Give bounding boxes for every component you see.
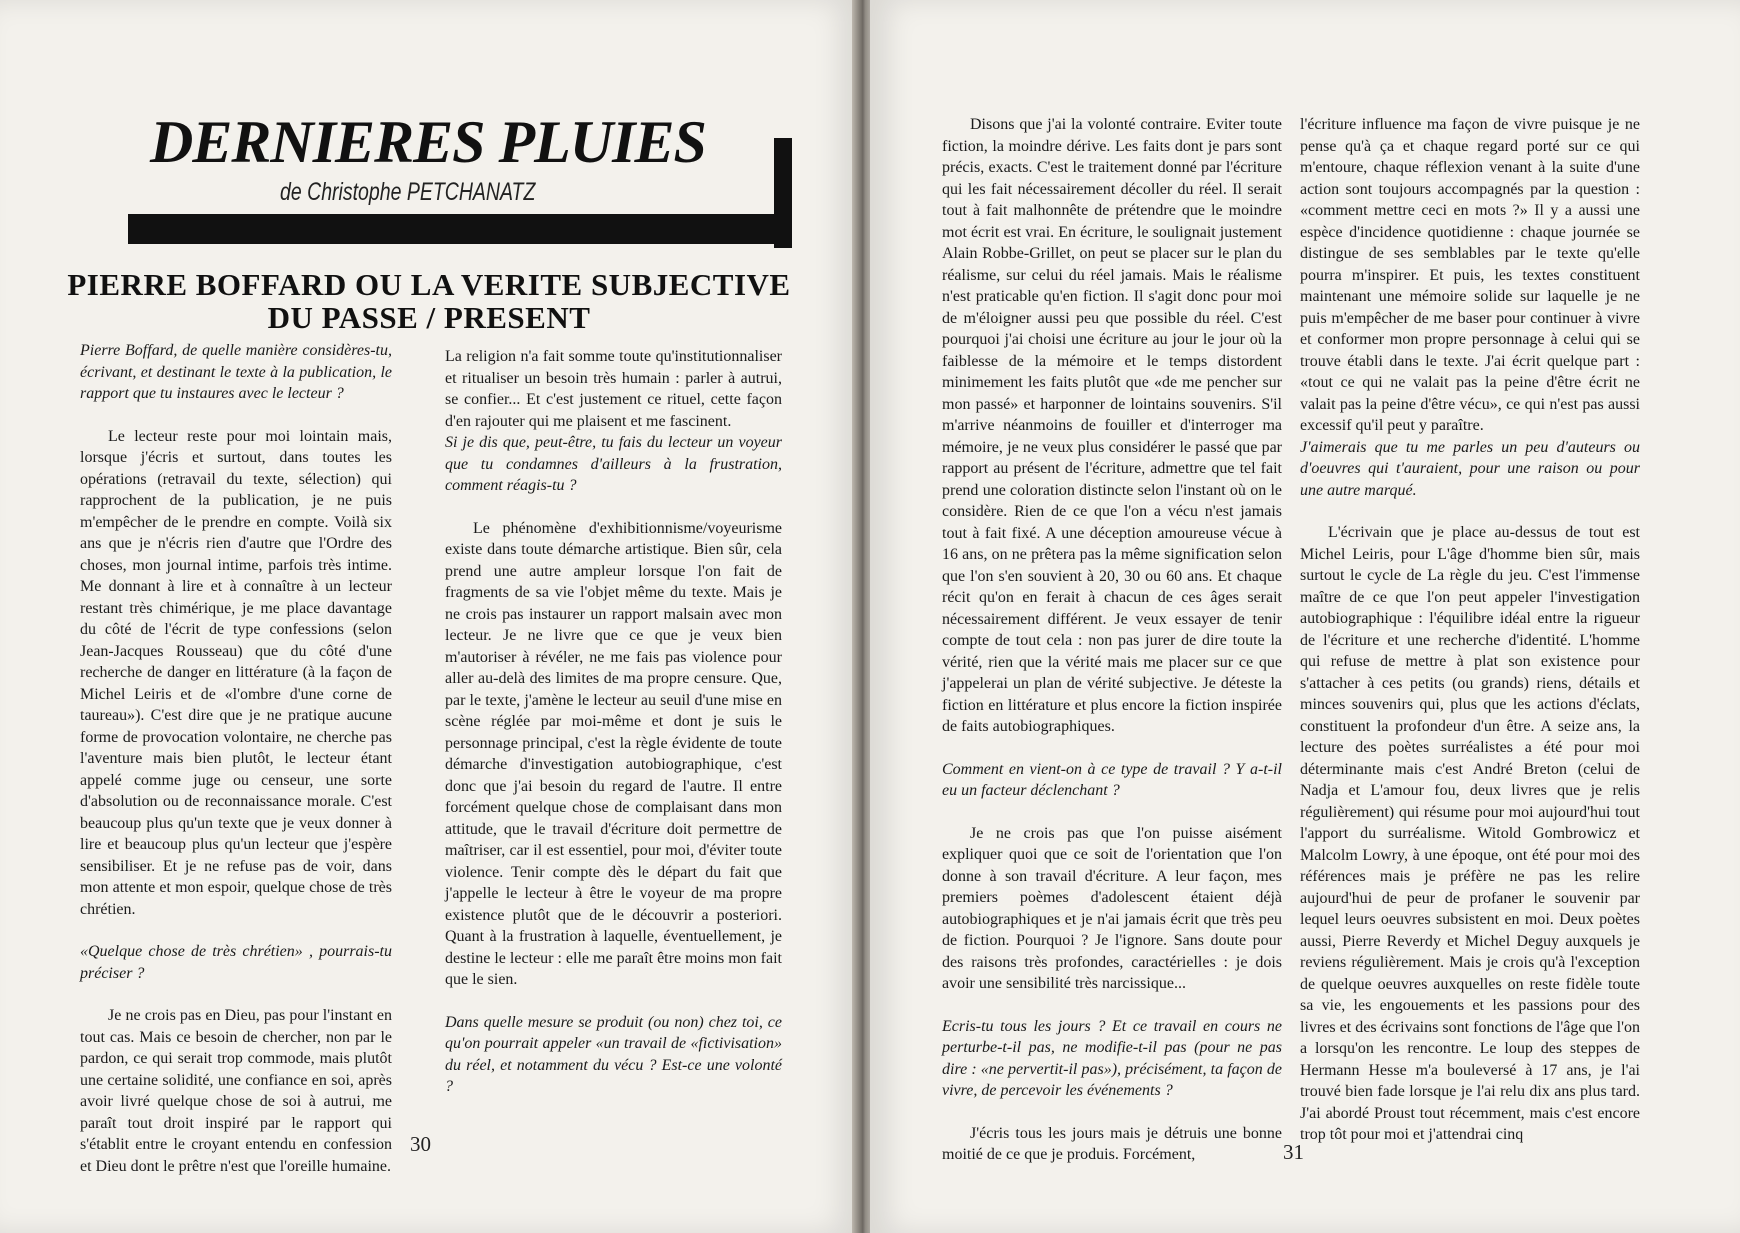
subtitle-line-2: DU PASSE / PRESENT — [267, 300, 591, 335]
title-frame-vertical-bar — [774, 138, 792, 248]
page-number-right: 31 — [1283, 1140, 1304, 1164]
interview-answer: Disons que j'ai la volonté contraire. Eviter toute fiction, la moindre dérive. Les faits dont je pars sont précis, exacts. C'est le traitement donné par l'écriture qui les fait nécessairement décoller du réel. Il serait tout à fait malhonnête de prétendre que le moindre mot écrit est vrai. En écriture, le soulignait justement Alain Robbe-Grillet, on peut se placer sur le plan du réalisme, sur celui du réel jamais. Mais le réalisme n'est praticable qu'en fiction. Il s'agit donc pour moi de m'éloigner aussi peu que possible du réel. C'est pourquoi j'ai choisi une écriture au jour le jour où la faiblesse de la mémoire et le temps distordent minimement les faits plutôt que «de me pencher sur mon passé» et harponner de lointains souvenirs. S'il m'arrive néanmoins de fouiller et d'interroger ma mémoire, je ne veux plus considérer le passé que par rapport au présent de l'écriture, admettre que tel fait prend une coloration distincte selon l'instant où on le considère. Rien de ce que l'on a vécu n'est jamais tout à fait fixé. A une déception amoureuse vécue à 16 ans, on ne prêtera pas la même signification selon que l'on s'en souvient à 20, 30 ou 60 ans. Et chaque récit qu'on en ferait à chacun de ces âges serait nécessairement différent. Je veux essayer de tenir compte de tout cela : non pas jurer de dire toute la vérité, rien que la vérité mais me placer sur ce que j'appelerai un plan de vérité subjective. Je déteste la fiction en littérature et plus encore la fiction inspirée de faits autobiographiques. — [942, 116, 1282, 735]
interview-question: Si je dis que, peut-être, tu fais du lecteur un voyeur que tu condamnes d'ailleurs à la frustration, comment réagis-tu ? — [445, 434, 782, 494]
interview-answer: Je ne crois pas que l'on puisse aisément expliquer quoi que ce soit de l'orientation que l'on donne à son travail d'écriture. A leur façon, mes premiers poèmes d'adolescent étaient déjà autobiographiques et je n'ai jamais écrit que très peu de fiction. Pourquoi ? Je l'ignore. Sans doute pour des raisons très profondes, caractérielles : je dois avoir une sensibilité très narcissique... — [942, 824, 1282, 992]
byline: de Christophe PETCHANATZ — [280, 178, 536, 206]
interview-answer: Le phénomène d'exhibitionnisme/voyeurisme existe dans toute démarche artistique. Bien sûr, cela prend une autre ampleur lorsque l'on fait de fragments de sa vie l'objet même du texte. Mais je ne crois pas instaurer un rapport malsain avec mon lecteur. Je ne livre que ce que je veux bien m'autoriser à révéler, ne me fais pas violence pour aller au-delà des limites de ma propre censure. Que, par le texte, j'amène le lecteur au seuil d'une mise en scène réglée par moi-même et dont je suis le personnage principal, c'est la règle évidente de toute démarche d'investigation autobiographique, c'est donc que j'ai besoin du regard de l'autre. Il entre forcément quelque chose de complaisant dans mon attitude, que le travail d'écriture doit permettre de maîtriser, car il est essentiel, pour moi, d'éviter toute violence. Tenir compte dès le départ du fait que j'appelle le lecteur à être le voyeur de ma propre existence plutôt que de le découvrir a posteriori. Quant à la frustration à laquelle, éventuellement, je destine le lecteur : elle me paraît être moins mon fait que le sien. — [445, 519, 782, 988]
left-page — [0, 0, 858, 1233]
interview-answer: La religion n'a fait somme toute qu'institutionnaliser et ritualiser un besoin très humain : parler à autrui, se confier... Et c'est justement ce rituel, cette façon d'en rajouter qui me plaisent et me fascinent. — [445, 348, 782, 430]
interview-answer: l'écriture influence ma façon de vivre puisque je ne pense qu'à ça et chaque regard porté sur ce qui m'entoure, chaque réflexion venant à la suite d'une action sont toujours accompagnés par la question : «comment mettre ceci en mots ?» Il y a aussi une espèce d'incidence quotidienne : chaque journée se distingue de ses semblables par le texte qu'elle pourra m'inspirer. Et puis, les textes constituent maintenant une mémoire solide sur laquelle je ne puis m'empêcher de me baser pour continuer à vivre et conformer mon propre personnage à celui qui se trouve établi dans le texte. J'ai écrit quelque part : «tout ce qui ne valait pas la peine d'être écrit ne valait pas la peine d'être vécu», ce qui n'est pas aussi excessif qu'il peut y paraître. — [1300, 116, 1640, 434]
interview-question: «Quelque chose de très chrétien» , pourrais-tu préciser ? — [80, 943, 392, 982]
interview-question: Ecris-tu tous les jours ? Et ce travail en cours ne perturbe-t-il pas, ne modifie-t-il pas (pour ne pas dire : «ne pervertit-il pas»), précisément, ta façon de vivre, de percevoir les événements ? — [942, 1017, 1282, 1099]
article-subtitle — [0, 268, 858, 334]
interview-question: Comment en vient-on à ce type de travail ? Y a-t-il eu un facteur déclenchant ? — [942, 760, 1282, 799]
page-number-left: 30 — [410, 1132, 431, 1156]
right-page — [870, 0, 1740, 1233]
interview-answer: L'écrivain que je place au-dessus de tout est Michel Leiris, pour L'âge d'homme bien sûr, mais surtout le cycle de La règle du jeu. C'est l'immense maître de ce que l'on peut appeler l'investigation autobiographique : l'équilibre idéal entre la rigueur de l'écriture et une recherche d'identité. L'homme qui refuse de mettre à plat son existence pour s'attacher à ces petits (ou grands) riens, détails et minces souvenirs qui, plus que les actions d'éclats, constituent la profondeur d'un être. A seize ans, la lecture des poètes surréalistes a été pour moi déterminante mais c'est André Breton (celui de Nadja et L'amour fou, deux livres que je relis régulièrement) qui résume pour moi aujourd'hui tout l'apport du surréalisme. Witold Gombrowicz et Malcolm Lowry, à une époque, ont été pour moi des références mais je préfère ne pas les relire aujourd'hui de peur de profaner le souvenir par lequel leurs oeuvres subsistent en moi. Deux poètes aussi, Pierre Reverdy et Michel Deguy auxquels je reviens régulièrement. Mais je crois qu'à l'exception de quelque oeuvres auxquelles on reste fidèle toute sa vie, les engouements et les passions pour des livres et des écrivains sont fonctions de l'âge que l'on a lorsqu'on les rencontre. Le loup des steppes de Hermann Hesse m'a bouleversé à 17 ans, je l'ai trouvé bien fade lorsque je l'ai relu dix ans plus tard. J'ai abordé Proust tout récemment, mais c'est encore trop tôt pour moi et j'attendrai cinq — [1300, 524, 1640, 1143]
title-frame-horizontal-bar — [128, 214, 774, 244]
interview-answer: Je ne crois pas en Dieu, pas pour l'instant en tout cas. Mais ce besoin de chercher, non par le pardon, ce qui serait trop commode, mais plutôt une certaine solidité, une confiance en soi, après avoir livré quelque chose de soi à autrui, me paraît tout droit inspiré par le rapport qui s'établit entre le croyant entendu en confession et Dieu dont le prêtre n'est que l'oreille humaine. — [80, 1007, 392, 1175]
left-page-column-2 — [445, 346, 782, 1119]
subtitle-line-1: PIERRE BOFFARD OU LA VERITE SUBJECTIVE — [67, 267, 791, 302]
article-title: DERNIERES PLUIES — [150, 109, 706, 175]
right-page-column-1 — [942, 114, 1282, 1187]
interview-question: Dans quelle mesure se produit (ou non) chez toi, ce qu'on pourrait appeler «un travail de «fictivisation» du réel, et notamment du vécu ? Est-ce une volonté ? — [445, 1013, 782, 1095]
interview-question: Pierre Boffard, de quelle manière considères-tu, écrivant, et destinant le texte à la publication, le rapport que tu instaures avec le lecteur ? — [80, 342, 392, 402]
interview-question: J'aimerais que tu me parles un peu d'auteurs ou d'oeuvres qui t'auraient, pour une raison ou pour une autre marqué. — [1300, 438, 1640, 499]
interview-answer: Le lecteur reste pour moi lointain mais, lorsque j'écris et surtout, dans toutes les opérations (retravail du texte, sélection) qui rapprochent de la publication, je ne puis m'empêcher de le prendre en compte. Voilà six ans que je n'écris rien d'autre que l'Ordre des choses, mon journal intime, parfois très intime. Me donnant à lire et à connaître à un lecteur restant très chimérique, je me place davantage du côté de l'écrit de type confessions (selon Jean-Jacques Rousseau) que du côté d'une recherche de danger en littérature (à la façon de Michel Leiris et de «l'ombre d'une corne de taureau»). C'est dire que je ne pratique aucune forme de provocation volontaire, ne cherche pas l'aventure mais bien plutôt, le lecteur étant appelé comme juge ou censeur, une sorte d'absolution ou de reconnaissance morale. C'est beaucoup plus qu'un texte que je veux donner à lire et beaucoup plus qu'un lecteur que j'espère sensibiliser. Et je ne refuse pas de voir, dans mon attente et mon espoir, quelque chose de très chrétien. — [80, 427, 392, 918]
right-page-column-2 — [1300, 114, 1640, 1167]
interview-answer: J'écris tous les jours mais je détruis une bonne moitié de ce que je produis. Forcément, — [942, 1124, 1282, 1163]
left-page-column-1 — [80, 340, 392, 1198]
